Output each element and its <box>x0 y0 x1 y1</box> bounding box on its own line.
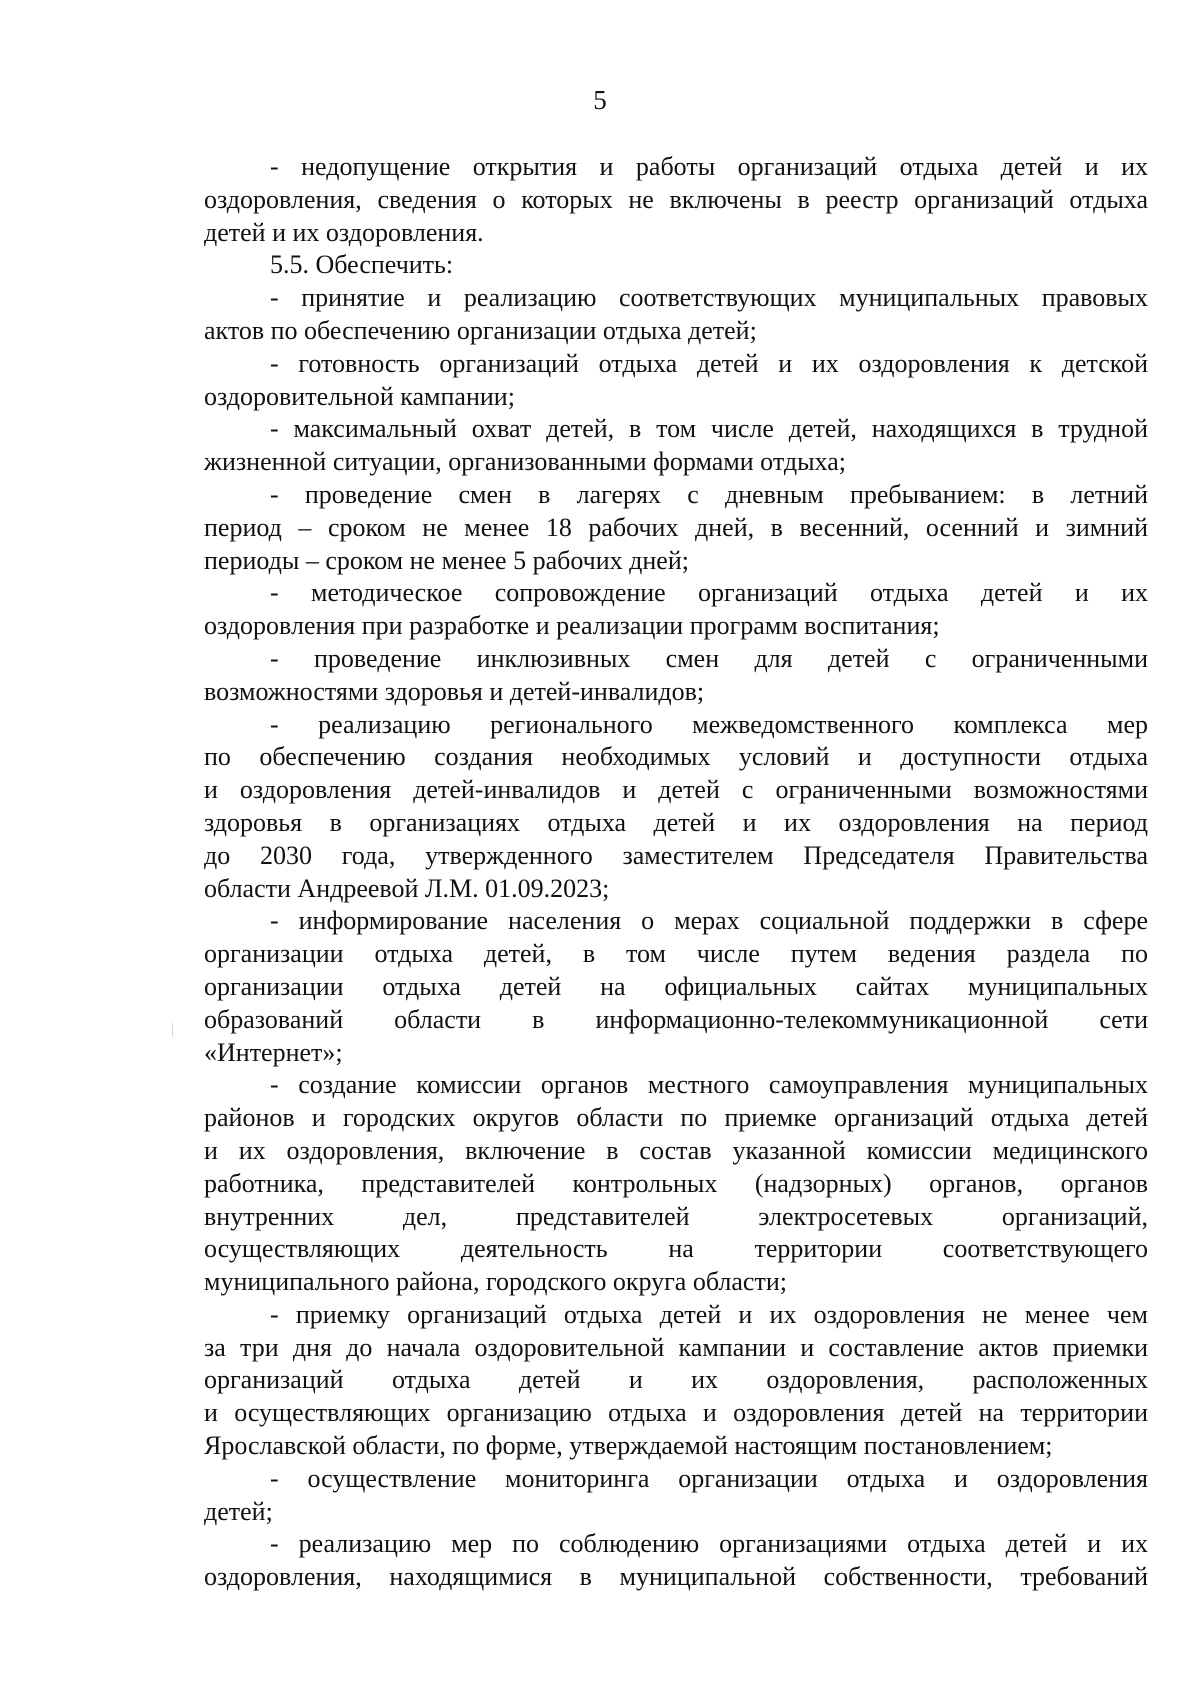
text-line: оздоровления, находящимися в муниципальной собственности, требований <box>204 1562 1148 1592</box>
paragraph <box>204 905 1148 1069</box>
text-line: осуществляющих деятельность на территории соответствующего <box>204 1234 1148 1264</box>
paragraph <box>204 479 1148 577</box>
text-line: по обеспечению создания необходимых условий и доступности отдыха <box>204 742 1148 772</box>
paragraph <box>204 577 1148 643</box>
text-line: - реализацию мер по соблюдению организациями отдыха детей и их <box>270 1529 1148 1559</box>
text-line: и оздоровления детей-инвалидов и детей с ограниченными возможностями <box>204 775 1148 805</box>
text-line: период – сроком не менее 18 рабочих дней, в весенний, осенний и зимний <box>204 512 1148 542</box>
paragraph <box>204 282 1148 348</box>
text-line: - приемку организаций отдыха детей и их оздоровления не менее чем <box>270 1299 1148 1329</box>
text-line: «Интернет»; <box>204 1037 343 1067</box>
paragraph <box>204 1299 1148 1463</box>
paragraph <box>204 1528 1148 1594</box>
text-line: за три дня до начала оздоровительной кампании и составление актов приемки <box>204 1332 1148 1362</box>
text-line: до 2030 года, утвержденного заместителем Председателя Правительства <box>204 840 1148 870</box>
paragraph <box>204 1069 1148 1299</box>
text-line: - готовность организаций отдыха детей и их оздоровления к детской <box>270 348 1148 378</box>
text-line: организаций отдыха детей и их оздоровления, расположенных <box>204 1365 1148 1395</box>
text-line: организации отдыха детей на официальных сайтах муниципальных <box>204 971 1148 1001</box>
text-line: образований области в информационно-телекоммуникационной сети <box>204 1004 1148 1034</box>
text-line: детей; <box>204 1496 273 1526</box>
text-line: - создание комиссии органов местного самоуправления муниципальных <box>270 1070 1148 1100</box>
text-line: - реализацию регионального межведомственного комплекса мер <box>270 709 1148 739</box>
text-line: и их оздоровления, включение в состав указанной комиссии медицинского <box>204 1135 1148 1165</box>
paragraph <box>204 709 1148 906</box>
text-line: - информирование населения о мерах социальной поддержки в сфере <box>270 906 1148 936</box>
text-line: здоровья в организациях отдыха детей и их оздоровления на период <box>204 807 1148 837</box>
text-line: районов и городских округов области по приемке организаций отдыха детей <box>204 1103 1148 1133</box>
document-body <box>204 151 1148 1594</box>
text-line: организации отдыха детей, в том числе путем ведения раздела по <box>204 939 1148 969</box>
text-line: работника, представителей контрольных (надзорных) органов, органов <box>204 1168 1148 1198</box>
paragraph <box>204 151 1148 249</box>
text-line: - методическое сопровождение организаций отдыха детей и их <box>270 578 1148 608</box>
paragraph <box>204 249 1148 282</box>
scan-artifact <box>172 1023 173 1037</box>
paragraph <box>204 413 1148 479</box>
text-line: внутренних дел, представителей электросетевых организаций, <box>204 1201 1148 1231</box>
text-line: периоды – сроком не менее 5 рабочих дней; <box>204 545 689 575</box>
text-line: - проведение смен в лагерях с дневным пребыванием: в летний <box>270 479 1148 509</box>
text-line: муниципального района, городского округа области; <box>204 1267 787 1297</box>
text-line: оздоровления при разработке и реализации программ воспитания; <box>204 611 940 641</box>
text-line: жизненной ситуации, организованными формами отдыха; <box>204 447 846 477</box>
text-line: - проведение инклюзивных смен для детей с ограниченными <box>270 643 1148 673</box>
paragraph <box>204 1463 1148 1529</box>
text-line: детей и их оздоровления. <box>204 217 484 247</box>
text-line: - принятие и реализацию соответствующих муниципальных правовых <box>270 283 1148 313</box>
text-line: - осуществление мониторинга организации отдыха и оздоровления <box>270 1463 1148 1493</box>
text-line: возможностями здоровья и детей-инвалидов; <box>204 676 705 706</box>
text-line: области Андреевой Л.М. 01.09.2023; <box>204 873 610 903</box>
text-line: 5.5. Обеспечить: <box>270 250 454 280</box>
page-number: 5 <box>593 85 607 115</box>
paragraph <box>204 348 1148 414</box>
paragraph <box>204 643 1148 709</box>
text-line: - максимальный охват детей, в том числе детей, находящихся в трудной <box>270 414 1148 444</box>
text-line: - недопущение открытия и работы организаций отдыха детей и их <box>270 152 1148 181</box>
text-line: Ярославской области, по форме, утверждаемой настоящим постановлением; <box>204 1431 1053 1461</box>
text-line: и осуществляющих организацию отдыха и оздоровления детей на территории <box>204 1398 1148 1428</box>
text-line: оздоровления, сведения о которых не включены в реестр организаций отдыха <box>204 184 1148 214</box>
text-line: оздоровительной кампании; <box>204 381 515 411</box>
text-line: актов по обеспечению организации отдыха детей; <box>204 315 757 345</box>
